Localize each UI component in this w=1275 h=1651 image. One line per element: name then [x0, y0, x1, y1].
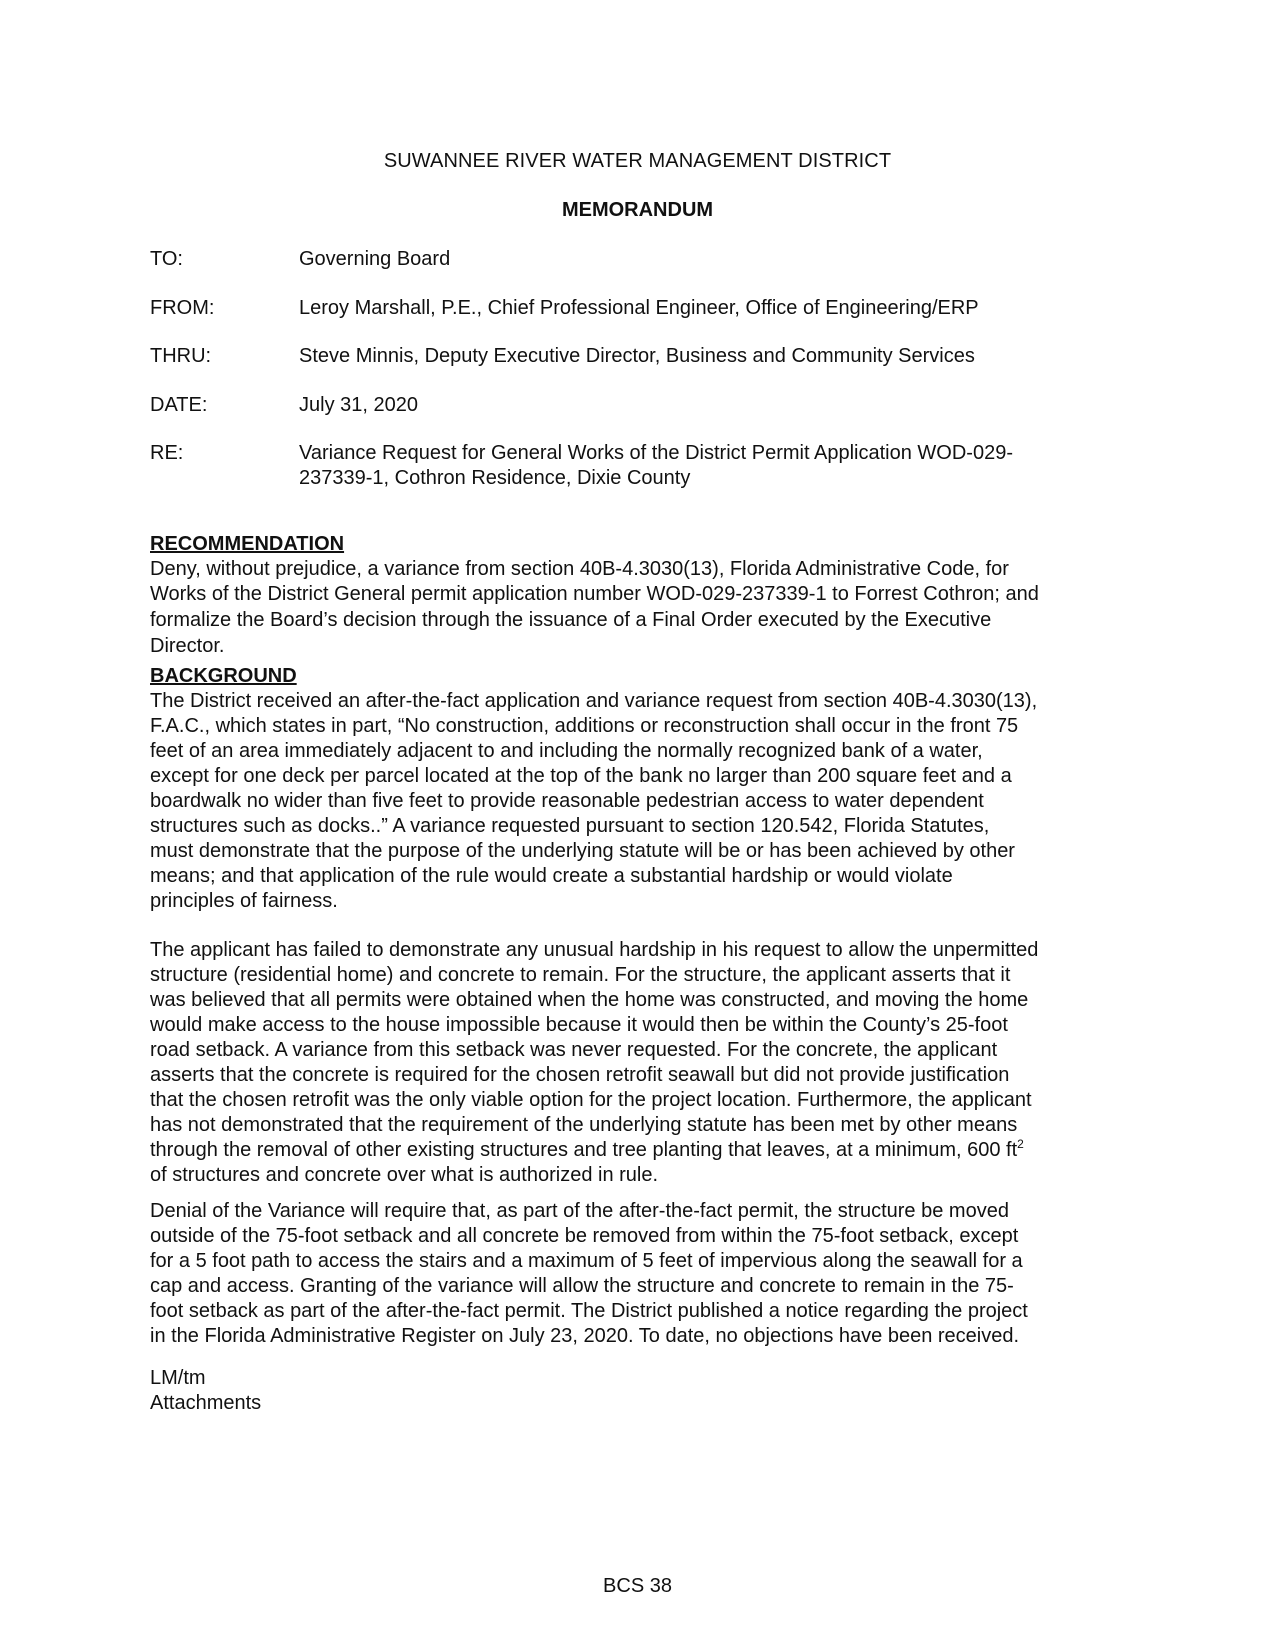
text-line: for a 5 foot path to access the stairs and a maximum of 5 feet of impervious along the seawall for a [150, 1250, 1023, 1272]
text-line: that the chosen retrofit was the only viable option for the project location. Furthermore, the applicant [150, 1089, 1032, 1111]
re-value [299, 441, 1139, 491]
text-line: in the Florida Administrative Register on July 23, 2020. To date, no objections have been received. [150, 1325, 1020, 1347]
page-number: BCS 38 [603, 1575, 672, 1597]
closing-block [150, 1366, 1135, 1416]
text-line: would make access to the house impossible because it would then be within the County’s 25-foot [150, 1014, 1008, 1036]
text-line: cap and access. Granting of the variance will allow the structure and concrete to remain in the 75- [150, 1275, 1014, 1297]
re-value-line: 237339-1, Cothron Residence, Dixie County [299, 467, 691, 489]
memo-title: MEMORANDUM [561, 199, 714, 221]
text-line: boardwalk no wider than five feet to provide reasonable pedestrian access to water dependent [150, 790, 984, 812]
background-heading: BACKGROUND [150, 665, 297, 687]
text-line: formalize the Board’s decision through the issuance of a Final Order executed by the Executive [150, 609, 992, 631]
date-value: July 31, 2020 [299, 394, 418, 416]
text-line: F.A.C., which states in part, “No construction, additions or reconstruction shall occur in the front 75 [150, 715, 1019, 737]
text-line: Director. [150, 635, 225, 657]
recommendation-body [150, 557, 1135, 659]
background-section [150, 664, 1135, 914]
thru-label: THRU: [150, 345, 212, 367]
text-line: Deny, without prejudice, a variance from section 40B-4.3030(13), Florida Administrative Code, for [150, 558, 1009, 580]
text-line: principles of fairness. [150, 890, 338, 912]
thru-value: Steve Minnis, Deputy Executive Director, Business and Community Services [299, 345, 975, 367]
attachments-label: Attachments [150, 1392, 262, 1414]
background-paragraph-3 [150, 1199, 1135, 1349]
text-line: outside of the 75-foot setback and all concrete be removed from within the 75-foot setback, except [150, 1225, 1019, 1247]
text-line: Works of the District General permit application number WOD-029-237339-1 to Forrest Cothron; and [150, 583, 1039, 605]
text-line: except for one deck per parcel located at the top of the bank no larger than 200 square feet and a [150, 765, 1012, 787]
text-line: structures such as docks..” A variance requested pursuant to section 120.542, Florida Statutes, [150, 815, 990, 837]
background-paragraph-1 [150, 689, 1135, 914]
from-label: FROM: [150, 297, 215, 319]
text-line: foot setback as part of the after-the-fact permit. The District published a notice regarding the project [150, 1300, 1028, 1322]
text-line-main: through the removal of other existing structures and tree planting that leaves, at a minimum, 600 ft [150, 1139, 1018, 1161]
text-line: was believed that all permits were obtained when the home was constructed, and moving the home [150, 989, 1029, 1011]
from-value: Leroy Marshall, P.E., Chief Professional Engineer, Office of Engineering/ERP [299, 297, 979, 319]
text-line [150, 1138, 1135, 1163]
author-initials: LM/tm [150, 1367, 206, 1389]
text-line: asserts that the concrete is required for the chosen retrofit seawall but did not provide justification [150, 1064, 1010, 1086]
text-line: means; and that application of the rule would create a substantial hardship or would violate [150, 865, 953, 887]
text-line: has not demonstrated that the requirement of the underlying statute has been met by other means [150, 1114, 1018, 1136]
text-line: of structures and concrete over what is authorized in rule. [150, 1164, 659, 1186]
text-line: Denial of the Variance will require that, as part of the after-the-fact permit, the structure be moved [150, 1200, 1009, 1222]
text-line: The District received an after-the-fact application and variance request from section 40B-4.3030(13), [150, 690, 1038, 712]
date-label: DATE: [150, 394, 208, 416]
superscript: 2 [1017, 1137, 1024, 1151]
text-line: road setback. A variance from this setback was never requested. For the concrete, the applicant [150, 1039, 998, 1061]
text-line: structure (residential home) and concrete to remain. For the structure, the applicant asserts that it [150, 964, 1011, 986]
text-line: must demonstrate that the purpose of the underlying statute will be or has been achieved by other [150, 840, 1015, 862]
to-value: Governing Board [299, 248, 451, 270]
text-line: feet of an area immediately adjacent to and including the normally recognized bank of a water, [150, 740, 983, 762]
re-value-line: Variance Request for General Works of the District Permit Application WOD-029- [299, 442, 1013, 464]
recommendation-section [150, 532, 1135, 659]
organization-name: SUWANNEE RIVER WATER MANAGEMENT DISTRICT [383, 150, 892, 172]
re-label: RE: [150, 442, 184, 464]
text-line: The applicant has failed to demonstrate any unusual hardship in his request to allow the unpermitted [150, 939, 1039, 961]
background-paragraph-2 [150, 938, 1135, 1188]
recommendation-heading: RECOMMENDATION [150, 533, 345, 555]
to-label: TO: [150, 248, 183, 270]
